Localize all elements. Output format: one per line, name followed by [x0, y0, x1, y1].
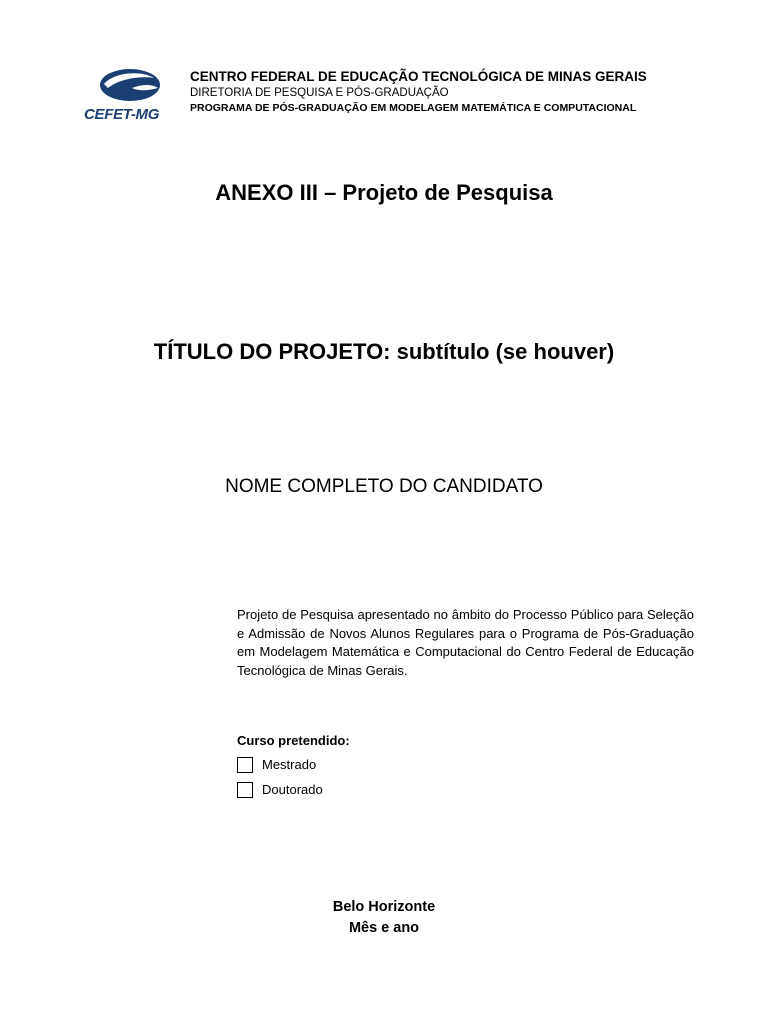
cefet-mg-logo: [84, 66, 176, 124]
logo-text: CEFET-MG: [84, 106, 160, 123]
doutorado-label: Doutorado: [262, 782, 323, 797]
program-name: PROGRAMA DE PÓS-GRADUAÇÃO EM MODELAGEM MATEMÁTICA E COMPUTACIONAL: [190, 102, 637, 114]
mestrado-label: Mestrado: [262, 757, 317, 772]
doutorado-checkbox[interactable]: [237, 782, 253, 798]
project-title: TÍTULO DO PROJETO: subtítulo (se houver): [153, 339, 615, 364]
institution-name: CENTRO FEDERAL DE EDUCAÇÃO TECNOLÓGICA DE MINAS GERAIS: [190, 69, 647, 84]
project-description: Projeto de Pesquisa apresentado no âmbito do Processo Público para Seleção e Admissão de Novos Alunos Regulares para o Programa de Pós-Graduação em Modelagem Matemática e Computacional do Centro Federal de Educação Tecnológica de Minas Gerais.: [237, 607, 694, 678]
annex-title: ANEXO III – Projeto de Pesquisa: [215, 180, 553, 205]
document-header: [84, 64, 704, 124]
cefet-mg-emblem-icon: [84, 66, 176, 108]
institution-block: [190, 68, 710, 116]
city: Belo Horizonte: [332, 899, 436, 915]
course-option-mestrado[interactable]: [237, 755, 316, 775]
date: Mês e ano: [348, 920, 420, 936]
course-label: Curso pretendido:: [237, 733, 350, 748]
document-footer: [0, 897, 768, 939]
directorate-name: DIRETORIA DE PESQUISA E PÓS-GRADUAÇÃO: [190, 87, 449, 99]
course-option-doutorado[interactable]: [237, 780, 323, 800]
mestrado-checkbox[interactable]: [237, 757, 253, 773]
candidate-name: NOME COMPLETO DO CANDIDATO: [225, 476, 543, 497]
